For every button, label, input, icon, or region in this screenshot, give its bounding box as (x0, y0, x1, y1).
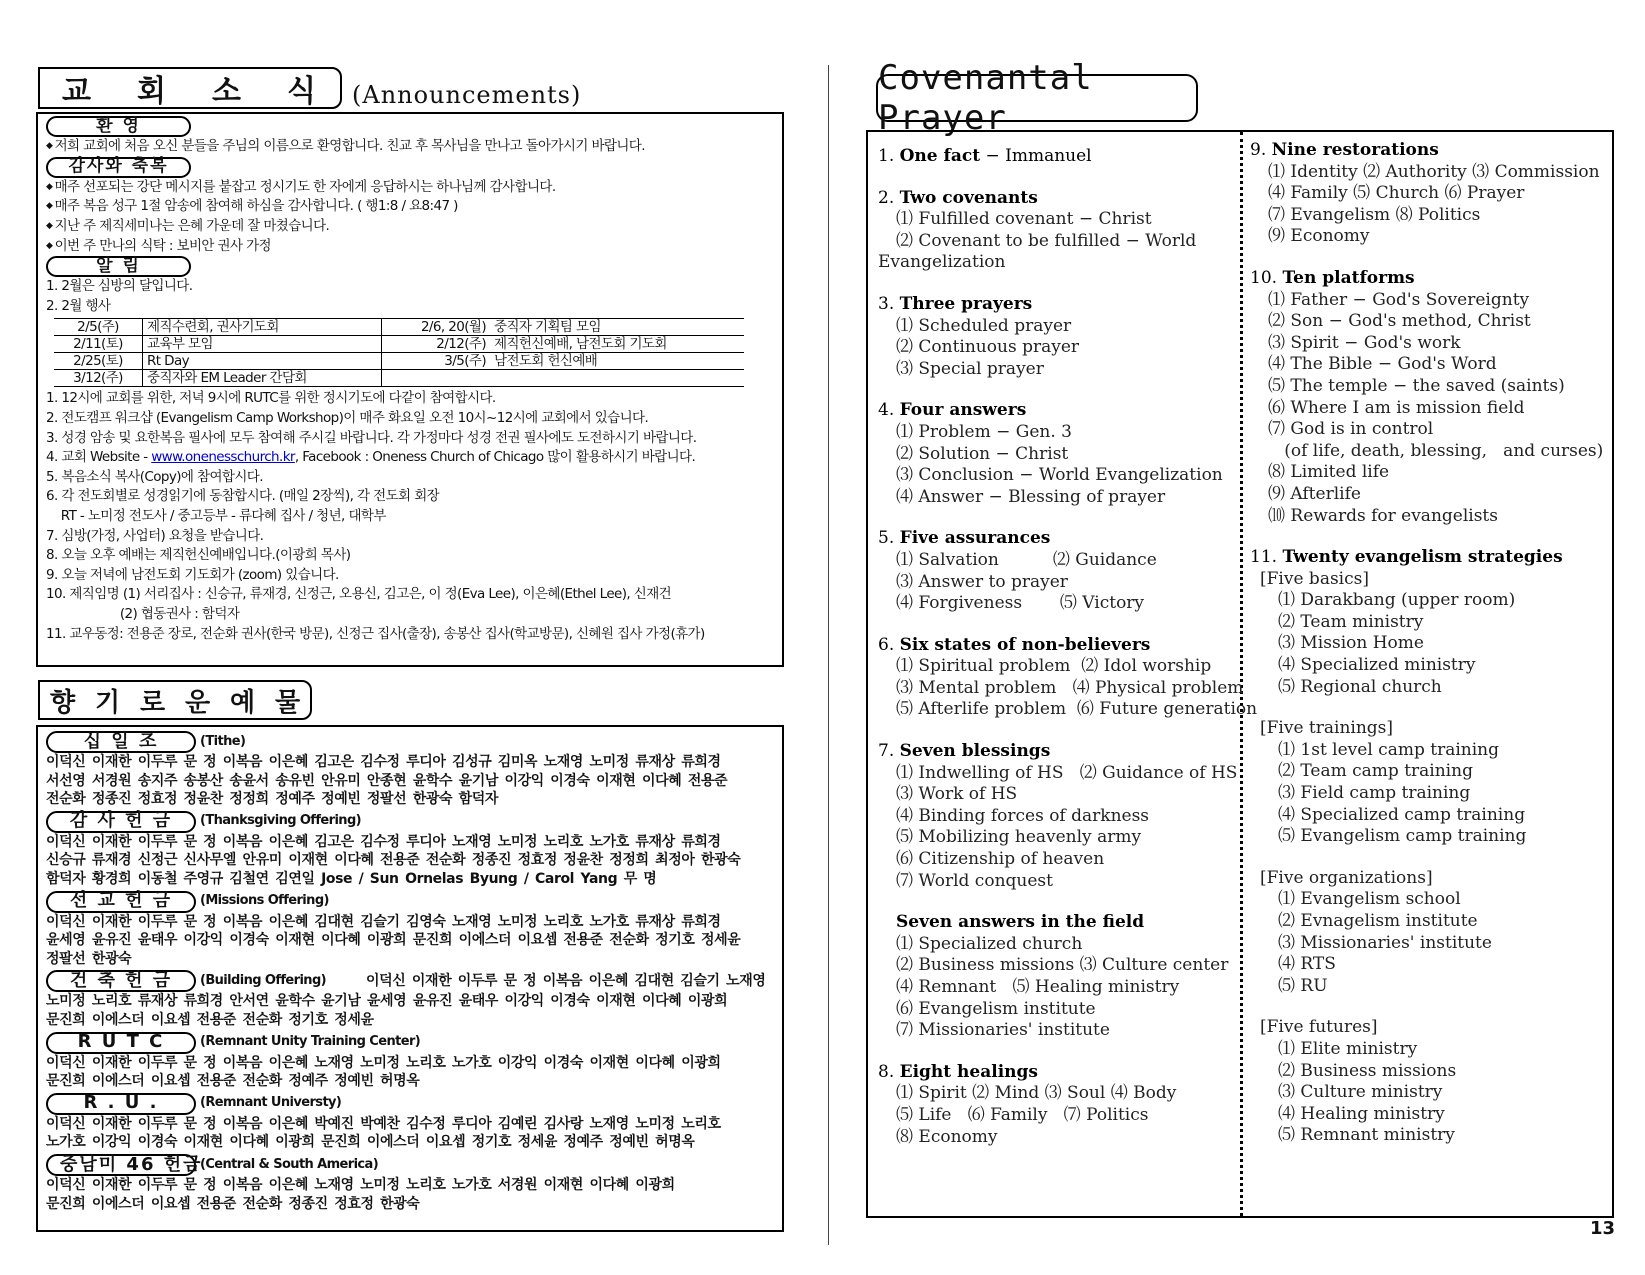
offering-header (46, 970, 774, 992)
prayer-item: ⑷ Answer − Blessing of prayer (896, 486, 1166, 507)
offering-header (46, 1093, 774, 1115)
strategy-item: ⑶ Culture ministry (1278, 1082, 1443, 1103)
covenantal-right-column (1250, 140, 1603, 1147)
prayer-item: ⑴ Spirit ⑵ Mind ⑶ Soul ⑷ Body (896, 1083, 1177, 1104)
prayer-item: ⑷ Remnant ⑸ Healing ministry (896, 977, 1180, 997)
prayer-heading (878, 635, 1257, 657)
prayer-item: ⑶ Work of HS (896, 784, 1018, 805)
prayer-heading (878, 528, 1257, 550)
prayer-heading (878, 912, 1257, 934)
notice-line: 5. 복음소식 복사(Copy)에 참여합시다. (46, 468, 263, 485)
offering-header (46, 1154, 774, 1176)
notice-line: 1. 2월은 심방의 달입니다. (46, 278, 193, 295)
offering-names-line: 신승규 류재경 신정근 신사무엘 안유미 이재현 이다혜 전용준 전순화 정종진 정효정 정윤찬 정정희 최정아 한광숙 (46, 852, 741, 869)
prayer-number: 4. (878, 400, 900, 421)
prayer-item: ⑼ Afterlife (1268, 483, 1361, 504)
prayer-item: ⑶ Special prayer (896, 358, 1044, 379)
strategy-item: ⑸ Regional church (1278, 676, 1442, 697)
event-date: 2/11(토) (54, 336, 143, 353)
prayer-heading (878, 1062, 1257, 1084)
prayer-heading (1250, 268, 1603, 290)
strategy-item: ⑵ Business missions (1278, 1060, 1457, 1081)
notice-line: 2. 전도캠프 워크샵 (Evangelism Camp Workshop)이 매주 화요일 오전 10시~12시에 교회에서 있습니다. (46, 410, 649, 427)
prayer-item: ⑸ Mobilizing heavenly army (896, 827, 1142, 848)
prayer-item: ⑹ Where I am is mission field (1268, 397, 1525, 418)
strategy-item: ⑸ Remnant ministry (1278, 1125, 1455, 1146)
prayer-item: ⑵ Son − God's method, Christ (1268, 311, 1531, 332)
prayer-item: ⑶ Mental problem ⑷ Physical problem (896, 677, 1244, 698)
offering-english: (Building Offering) (200, 973, 327, 989)
event-name: 제직수련회, 권사기도회 (143, 319, 382, 336)
offering-english: (Central & South America) (200, 1156, 379, 1172)
prayer-heading-text: Two covenants (899, 187, 1038, 208)
offering-names-line: 전순화 정종진 정효정 정윤찬 정정희 정예주 정예빈 정팔선 한광숙 함덕자 (46, 791, 498, 808)
title-char: 회 (137, 74, 168, 109)
offerings-title (38, 680, 312, 720)
prayer-item-continued: Evangelization (878, 252, 1006, 273)
offering-names-line: 이덕신 이재한 이두루 문 정 이복음 이은혜 김고은 김수정 루디아 김성규 김미옥 노재영 노미정 류재상 류희경 (46, 754, 721, 770)
event-date: 2/6, 20(월) (382, 319, 491, 336)
website-prefix: 4. 교회 Website - (46, 449, 152, 466)
strategy-group-title: [Five organizations] (1260, 867, 1433, 888)
offering-label: R . U . (46, 1093, 196, 1115)
prayer-item: ⑴ Scheduled prayer (896, 315, 1072, 336)
prayer-item: ⑻ Limited life (1268, 462, 1390, 483)
announcements-title-en: (Announcements) (352, 81, 582, 109)
strategy-item: ⑵ Evnagelism institute (1278, 911, 1478, 931)
prayer-heading-text: Three prayers (899, 293, 1033, 314)
prayer-item: ⑵ Solution − Christ (896, 443, 1069, 464)
prayer-item: ⑴ Salvation ⑵ Guidance (896, 549, 1157, 570)
title-char: 예 (229, 687, 256, 718)
notice-label: 알 림 (46, 256, 191, 277)
prayer-heading-text: Six states of non-believers (899, 634, 1151, 655)
prayer-number: 6. (878, 634, 900, 655)
strategy-item: ⑷ RTS (1278, 954, 1336, 975)
strategy-item: ⑴ 1st level camp training (1278, 739, 1499, 760)
prayer-item: ⑸ The temple − the saved (saints) (1268, 375, 1565, 396)
strategy-item: ⑷ Specialized ministry (1278, 655, 1476, 676)
prayer-item: ⑼ Economy (1268, 226, 1370, 247)
prayer-item: ⑺ Missionaries' institute (896, 1020, 1110, 1041)
offering-names-line: 이덕신 이재한 이두루 문 정 이복음 이은혜 노재영 노미정 노리호 노가호 이강익 이경숙 이재현 이다혜 이광희 (46, 1054, 721, 1071)
notice-line-website (46, 448, 774, 468)
prayer-item: ⑴ Spiritual problem ⑵ Idol worship (896, 656, 1212, 677)
strategy-item: ⑸ RU (1278, 975, 1328, 996)
notice-line: 7. 심방(가정, 사업터) 요청을 받습니다. (46, 527, 264, 544)
prayer-item: ⑻ Economy (896, 1126, 998, 1147)
prayer-heading (1250, 547, 1603, 569)
prayer-item: ⑶ Conclusion − World Evangelization (896, 465, 1223, 486)
website-link[interactable]: www.onenesschurch.kr (151, 449, 295, 466)
offering-names-line: 정팔선 한광숙 (46, 950, 132, 967)
prayer-heading-text: One fact (899, 146, 981, 166)
prayer-heading (878, 294, 1257, 316)
title-char: 운 (184, 687, 211, 718)
strategy-item: ⑵ Team ministry (1278, 611, 1424, 632)
offering-names-inline: 이덕신 이재한 이두루 문 정 이복음 이은혜 김대현 김슬기 노재영 (366, 973, 766, 990)
event-date: 3/12(주) (54, 370, 143, 387)
strategy-item: ⑴ Evangelism school (1278, 889, 1461, 910)
title-char: 식 (287, 74, 318, 109)
prayer-number: 3. (878, 293, 900, 314)
prayer-item: ⑴ Problem − Gen. 3 (896, 421, 1072, 442)
strategy-item: ⑴ Darakbang (upper room) (1278, 590, 1516, 611)
offering-label: 중남미 46 헌금 (46, 1154, 196, 1176)
announcements-title (38, 67, 581, 109)
title-char: 소 (212, 74, 243, 109)
page-divider (828, 65, 829, 1245)
prayer-item: ⑺ Evangelism ⑻ Politics (1268, 204, 1481, 225)
notice-line: 3. 성경 암송 및 요한복음 필사에 모두 참여해 주시길 바랍니다. 각 가정마다 성경 전권 필사에도 도전하시기 바랍니다. (46, 429, 697, 446)
notice-line: 11. 교우동정: 전용준 장로, 전순화 권사(한국 방문), 신정근 집사(출장), 송봉산 집사(학교방문), 신혜원 집사 가정(휴가) (46, 625, 705, 642)
welcome-label: 환 영 (46, 116, 191, 137)
offering-groups (46, 731, 774, 1213)
welcome-line: ◆ 저희 교회에 처음 오신 분들을 주님의 이름으로 환영합니다. 친교 후 목사님을 만나고 돌아가시기 바랍니다. (46, 137, 774, 157)
event-name: 제직헌신예배, 남전도회 기도회 (490, 336, 744, 353)
offering-label: 건 축 헌 금 (46, 970, 196, 992)
offering-names-line: 이덕신 이재한 이두루 문 정 이복음 이은혜 노재영 노미정 노리호 노가호 서경원 이재현 이다혜 이광희 (46, 1176, 675, 1193)
prayer-number: 8. (878, 1061, 900, 1082)
prayer-heading-text: Four answers (899, 400, 1027, 421)
notice-line: 2. 2월 행사 (46, 297, 111, 314)
prayer-item: ⑹ Citizenship of heaven (896, 849, 1105, 870)
prayer-heading-tail: − Immanuel (980, 146, 1092, 166)
thanks-line: ◆ 지난 주 제직세미나는 은혜 가운데 잘 마쳤습니다. (46, 217, 774, 237)
event-name: Rt Day (143, 353, 382, 370)
prayer-heading (1250, 140, 1603, 162)
event-name: 중직자와 EM Leader 간담회 (143, 370, 382, 387)
offering-english: (Missions Offering) (200, 893, 329, 909)
prayer-item: ⑶ Answer to prayer (896, 571, 1068, 592)
offering-header (46, 891, 774, 913)
covenantal-title: Covenantal Prayer (876, 74, 1198, 122)
prayer-item: ⑴ Identity ⑵ Authority ⑶ Commission (1268, 161, 1600, 182)
strategy-item: ⑷ Specialized camp training (1278, 804, 1526, 825)
offering-names-line: 노가호 이강익 이경숙 이재현 이다혜 이광희 문진희 이에스더 이요셉 정기호 정세윤 정예주 정예빈 허명옥 (46, 1134, 695, 1151)
event-date: 2/12(주) (382, 336, 491, 353)
offering-names-line: 서선영 서경원 송지주 송봉산 송윤서 송유빈 안유미 안종현 윤학수 윤기남 이강익 이경숙 이재현 이다혜 전용준 (46, 772, 728, 789)
prayer-heading-text: Eight healings (899, 1061, 1038, 1082)
strategy-group-title: [Five futures] (1260, 1017, 1378, 1038)
prayer-heading-text: Twenty evangelism strategies (1282, 547, 1563, 568)
prayer-heading-text: Ten platforms (1282, 267, 1415, 288)
offering-names-line: 문진희 이에스더 이요셉 전용준 전순화 정종진 정효정 한광숙 (46, 1195, 420, 1212)
event-name: 남전도회 헌신예배 (490, 353, 744, 370)
prayer-item: (of life, death, blessing, and curses) (1268, 440, 1604, 461)
offering-names-line: 이덕신 이재한 이두루 문 정 이복음 이은혜 김대현 김슬기 김영숙 노재영 노미정 노리호 노가호 류재상 류희경 (46, 913, 721, 930)
table-row (54, 319, 744, 336)
prayer-item: ⑴ Specialized church (896, 933, 1083, 954)
event-name: 교육부 모임 (143, 336, 382, 353)
event-date (382, 370, 491, 387)
strategy-item: ⑶ Mission Home (1278, 633, 1424, 654)
title-char: 로 (139, 687, 166, 718)
offering-names-line: 이덕신 이재한 이두루 문 정 이복음 이은혜 박예진 박예찬 김수정 루디아 김예린 김사랑 노재영 노미정 노리호 (46, 1115, 721, 1132)
announcements-title-box (38, 67, 342, 109)
prayer-item: ⑵ Business missions ⑶ Culture center (896, 955, 1229, 976)
page-number: 13 (1590, 1218, 1616, 1239)
prayer-number: 11. (1250, 547, 1283, 568)
covenantal-left-column (878, 146, 1257, 1148)
prayer-item: ⑺ World conquest (896, 870, 1053, 891)
event-date: 2/25(토) (54, 353, 143, 370)
prayer-item: ⑴ Father − God's Sovereignty (1268, 289, 1530, 310)
strategy-group-title: [Five basics] (1260, 568, 1369, 589)
prayer-item: ⑷ Family ⑸ Church ⑹ Prayer (1268, 183, 1525, 204)
offering-label: 감 사 헌 금 (46, 811, 196, 833)
notice-line: 9. 오늘 저녁에 남전도회 기도회가 (zoom) 있습니다. (46, 566, 339, 583)
offering-names-line: 이덕신 이재한 이두루 문 정 이복음 이은혜 김고은 김수정 루디아 노재영 노미정 노리호 노가호 류재상 류희경 (46, 833, 721, 850)
table-row (54, 336, 744, 353)
strategy-item: ⑶ Missionaries' institute (1278, 932, 1492, 953)
offering-english: (Remnant Unity Training Center) (200, 1034, 421, 1050)
title-char: 물 (274, 687, 301, 718)
event-name (490, 370, 744, 387)
strategy-item: ⑶ Field camp training (1278, 783, 1471, 804)
prayer-item: ⑵ Continuous prayer (896, 337, 1080, 358)
prayer-number: 10. (1250, 267, 1283, 288)
prayer-heading (878, 146, 1257, 168)
thanks-line: ◆ 매주 복음 성구 1절 암송에 참여해 하심을 감사합니다. ( 행1:8 / 요8:47 ) (46, 197, 774, 217)
offering-label: 선 교 헌 금 (46, 891, 196, 913)
strategy-item: ⑵ Team camp training (1278, 761, 1473, 782)
event-date: 2/5(주) (54, 319, 143, 336)
offering-names-line: 노미정 노리호 류재상 류희경 안서연 윤학수 윤기남 윤세영 윤유진 윤태우 이강익 이경숙 이재현 이다혜 이광희 (46, 993, 728, 1010)
events-table (54, 318, 744, 387)
prayer-item: ⑴ Fulfilled covenant − Christ (896, 209, 1152, 230)
strategy-item: ⑷ Healing ministry (1278, 1103, 1445, 1124)
notice-line: 6. 각 전도회별로 성경읽기에 동참합시다. (매일 2장씩), 각 전도회 회장 (46, 488, 440, 505)
notice-line: RT - 노미정 전도사 / 중고등부 - 류다혜 집사 / 청년, 대학부 (46, 508, 386, 524)
table-row (54, 353, 744, 370)
offering-header (46, 731, 774, 753)
notice-line: 8. 오늘 오후 예배는 제직헌신예배입니다.(이광희 목사) (46, 547, 351, 564)
thanks-line: ◆ 매주 선포되는 강단 메시지를 붙잡고 정시기도 한 자에게 응답하시는 하나님께 감사합니다. (46, 178, 774, 198)
prayer-number: 2. (878, 187, 900, 208)
offering-names-line: 문진희 이에스더 이요셉 전용준 전순화 정기호 정세윤 (46, 1011, 374, 1028)
prayer-heading-text: Five assurances (899, 528, 1051, 549)
prayer-heading (878, 188, 1257, 210)
announcements-box (36, 112, 784, 667)
offering-label: R U T C (46, 1032, 196, 1054)
prayer-heading-text: Seven answers in the field (896, 912, 1145, 933)
offering-header (46, 811, 774, 833)
offerings-box (36, 725, 784, 1232)
prayer-heading-text: Nine restorations (1271, 140, 1439, 160)
prayer-number: 5. (878, 528, 900, 549)
website-suffix: , Facebook : Oneness Church of Chicago 많이 활용하시기 바랍니다. (294, 449, 696, 466)
prayer-item: ⑵ Covenant to be fulfilled − World (896, 230, 1197, 251)
prayer-item: ⑷ The Bible − God's Word (1268, 354, 1497, 375)
prayer-item: ⑴ Indwelling of HS ⑵ Guidance of HS (896, 762, 1238, 783)
title-char: 기 (94, 687, 121, 718)
offering-names-line: 윤세영 윤유진 윤태우 이강익 이경숙 이재현 이다혜 이광희 문진희 이에스더 이요셉 전용준 전순화 정기호 정세윤 (46, 932, 741, 949)
notice-line: (2) 협동권사 : 함덕자 (46, 605, 240, 622)
covenantal-box (866, 130, 1614, 1218)
strategy-item: ⑴ Elite ministry (1278, 1038, 1418, 1059)
table-row (54, 370, 744, 387)
notice-line: 1. 12시에 교회를 위한, 저녁 9시에 RUTC를 위한 정시기도에 다같이 참여합시다. (46, 390, 496, 407)
prayer-item: ⑹ Evangelism institute (896, 998, 1096, 1019)
event-date: 3/5(주) (382, 353, 491, 370)
prayer-item: ⑺ God is in control (1268, 419, 1434, 440)
offering-label: 십 일 조 (46, 731, 196, 753)
prayer-item: ⑽ Rewards for evangelists (1268, 505, 1498, 526)
title-char: 교 (62, 74, 93, 109)
thanks-line: ◆ 이번 주 만나의 식탁 : 보비안 권사 가정 (46, 237, 774, 257)
prayer-number: 9. (1250, 140, 1272, 160)
title-char: 향 (49, 687, 76, 718)
strategy-item: ⑸ Evangelism camp training (1278, 826, 1527, 847)
offering-english: (Tithe) (200, 733, 246, 749)
prayer-heading (878, 400, 1257, 422)
prayer-item: ⑶ Spirit − God's work (1268, 332, 1461, 353)
offering-names-line: 함덕자 황경희 이동철 주영규 김철연 김연일 Jose / Sun Ornelas Byung / Carol Yang 무 명 (46, 870, 657, 887)
offering-names-line: 문진희 이에스더 이요셉 전용준 전순화 정예주 정예빈 허명옥 (46, 1073, 420, 1090)
offering-english: (Thanksgiving Offering) (200, 813, 362, 829)
offering-english: (Remnant Universty) (200, 1095, 342, 1111)
prayer-number: 7. (878, 741, 900, 762)
thanks-label: 감사와 축복 (46, 157, 191, 178)
strategy-group-title: [Five trainings] (1260, 718, 1394, 739)
prayer-number: 1. (878, 146, 900, 166)
prayer-heading-text: Seven blessings (899, 741, 1051, 762)
prayer-heading (878, 741, 1257, 763)
prayer-item: ⑷ Binding forces of darkness (896, 805, 1150, 826)
offering-header (46, 1032, 774, 1054)
notice-line: 10. 제직임명 (1) 서리집사 : 신승규, 류재경, 신정근, 오용신, 김고은, 이 정(Eva Lee), 이은혜(Ethel Lee), 신재건 (46, 586, 672, 603)
prayer-item: ⑸ Life ⑹ Family ⑺ Politics (896, 1104, 1149, 1125)
event-name: 중직자 기획팀 모임 (490, 319, 744, 336)
prayer-item: ⑸ Afterlife problem ⑹ Future generation (896, 699, 1258, 720)
prayer-item: ⑷ Forgiveness ⑸ Victory (896, 593, 1145, 614)
